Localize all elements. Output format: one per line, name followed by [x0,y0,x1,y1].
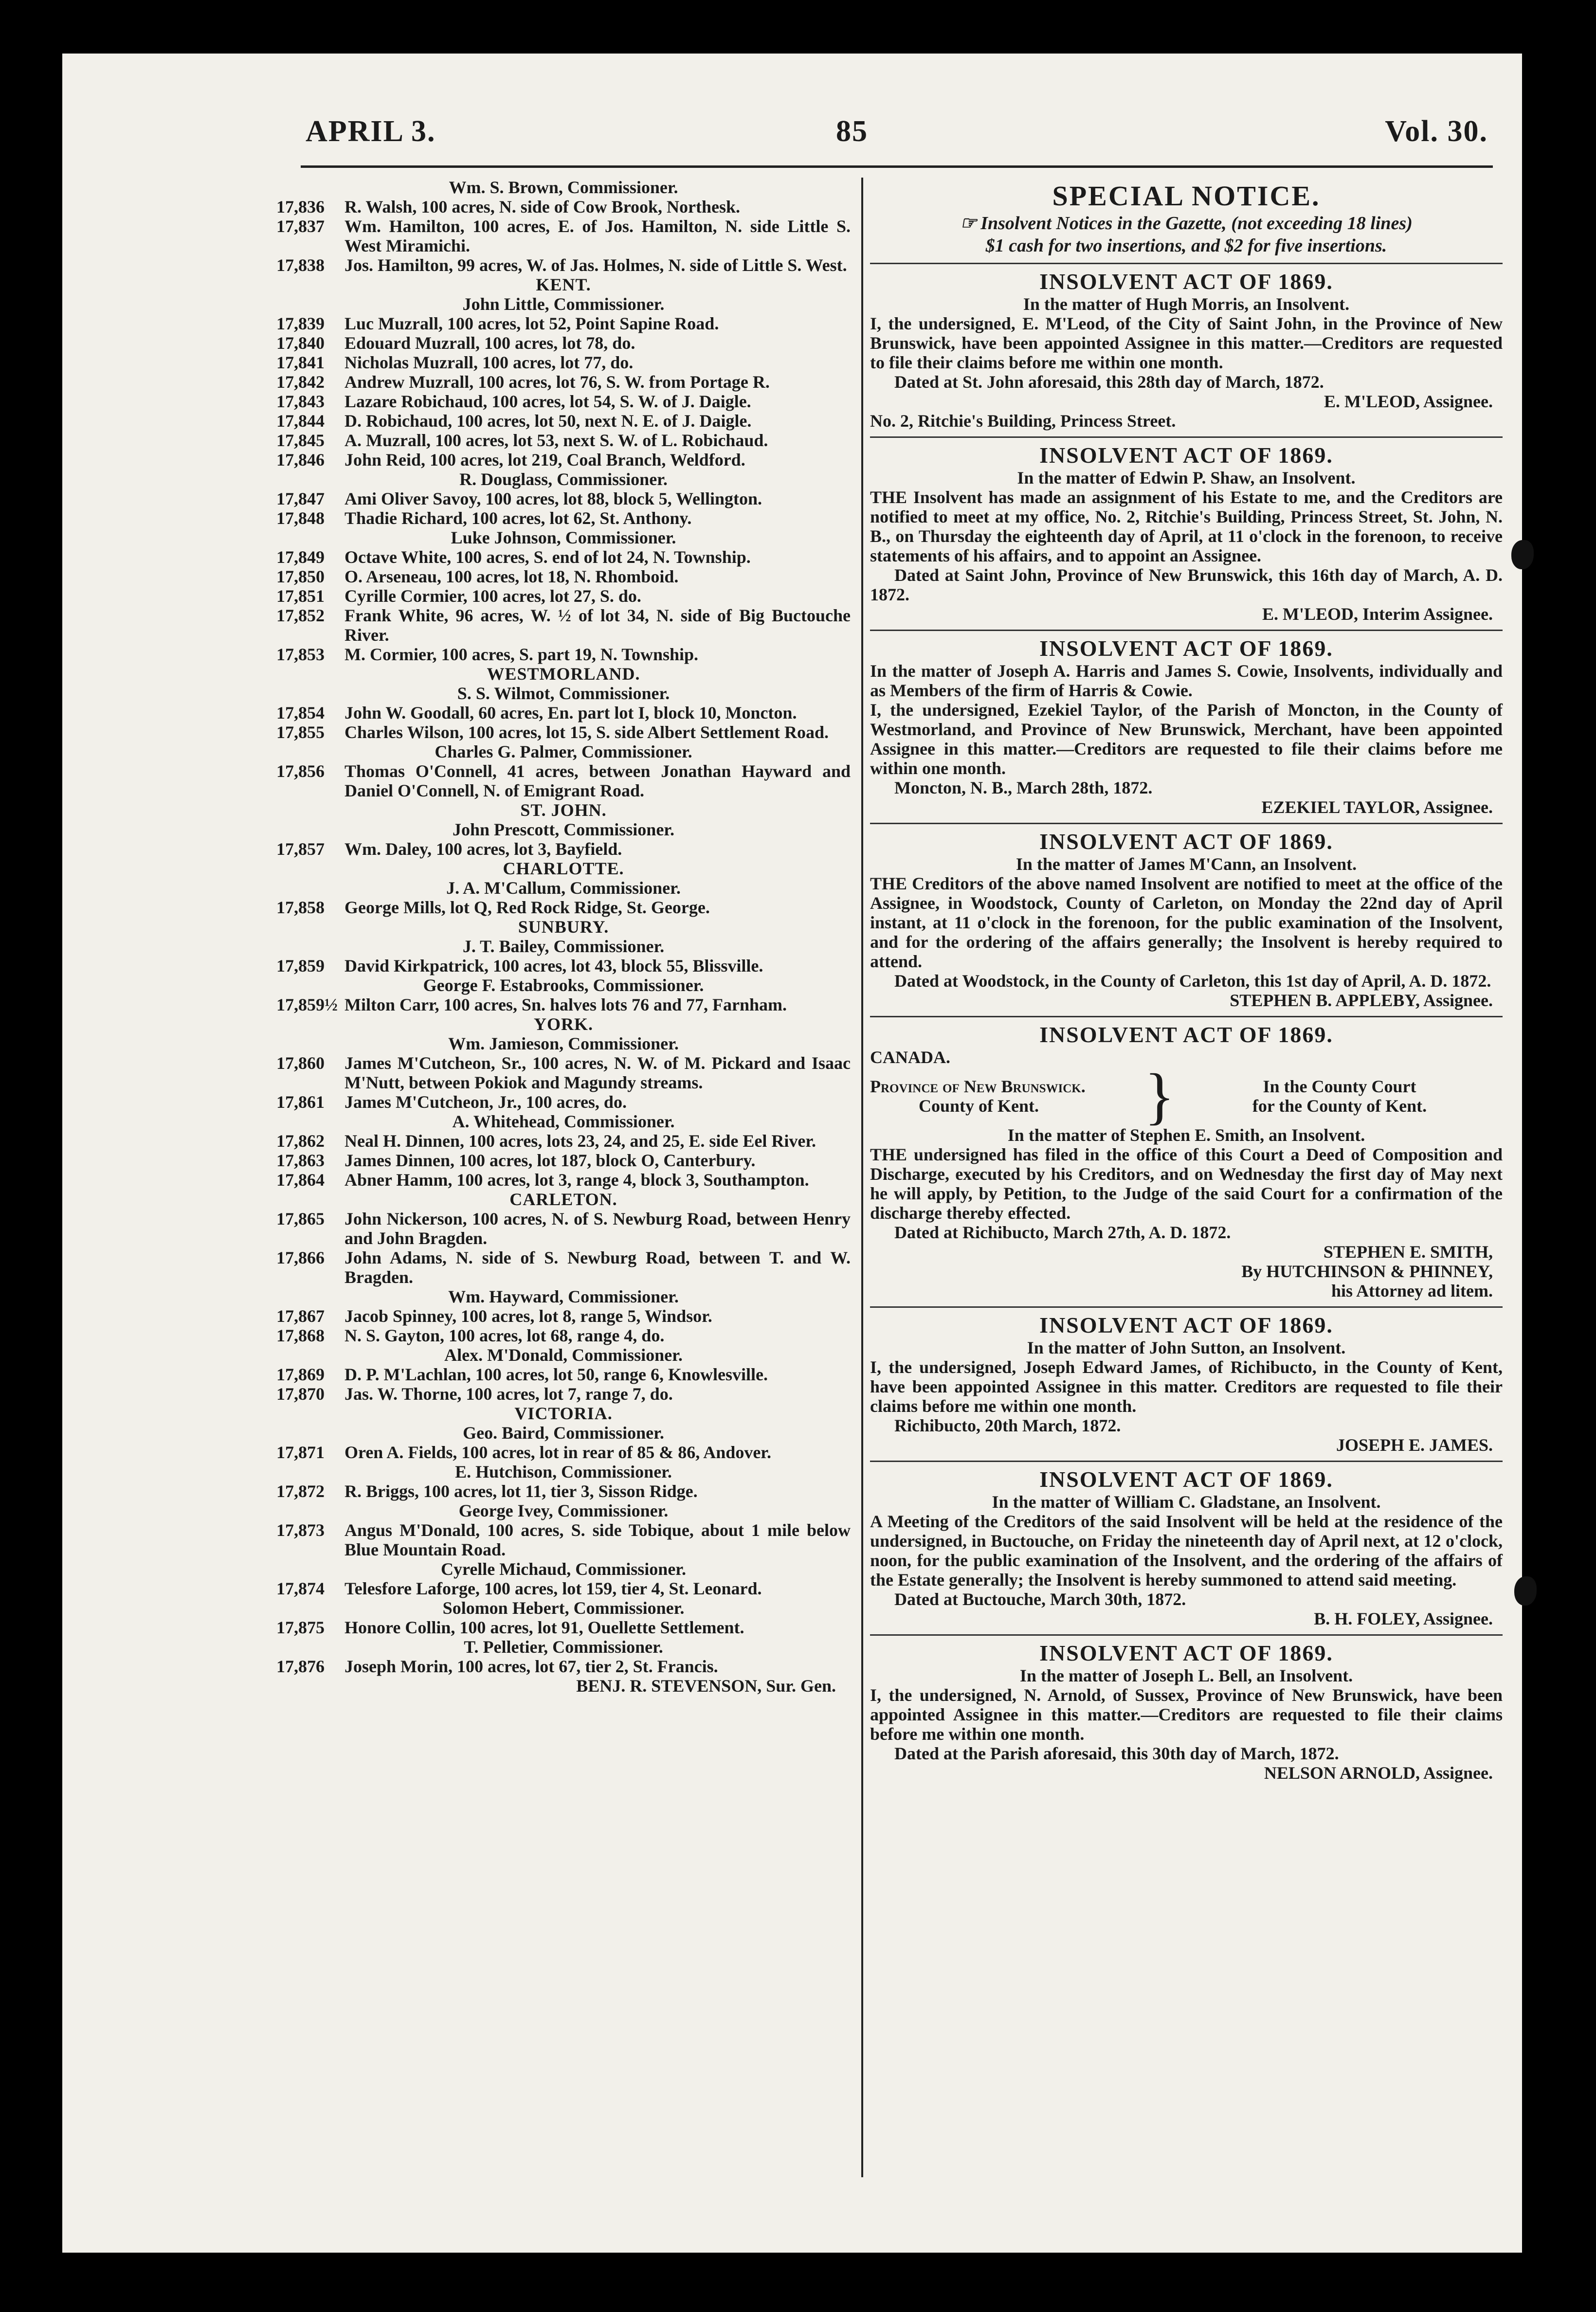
grant-entry [276,547,851,567]
grant-entry [276,1131,851,1151]
grant-number: 17,854 [276,703,325,722]
notice-signature: NELSON ARNOLD, Assignee. [1264,1763,1493,1783]
notice-body: A Meeting of the Creditors of the said Insolvent will be held at the residence of the undersigned, in Buctouche, on Friday the nineteenth day of April next, at 12 o'clock, noon, for the public examination of the Insolvent, and the ordering of the affairs of the Estate generally; the Insolvent is hereby summoned to attend said meeting. [870,1512,1503,1590]
notice-rule [870,1016,1503,1017]
grant-number: 17,870 [276,1384,325,1404]
grant-text: Wm. Hamilton, 100 acres, E. of Jos. Hamilton, N. side Little S. West Miramichi. [345,217,851,255]
matter-line: In the matter of Edwin P. Shaw, an Insolvent. [1017,468,1356,488]
grant-entry [276,508,851,528]
grant-text: John Reid, 100 acres, lot 219, Coal Branch, Weldford. [345,450,745,470]
court-county: County of Kent. [919,1096,1039,1116]
notice-signature: STEPHEN E. SMITH, [1323,1242,1493,1262]
ink-blot [1514,1576,1537,1606]
notice-date: Dated at Saint John, Province of New Brunswick, this 16th day of March, A. D. 1872. [870,565,1503,604]
grant-entry [276,1306,851,1326]
grant-text: George Mills, lot Q, Red Rock Ridge, St. George. [345,898,710,917]
grant-entry [276,197,851,217]
grant-text: Andrew Muzrall, 100 acres, lot 76, S. W. from Portage R. [345,372,770,392]
grant-text: Octave White, 100 acres, S. end of lot 24, N. Township. [345,547,751,567]
grant-entry [276,1365,851,1384]
grant-number: 17,840 [276,333,325,353]
volume-number: Vol. 30. [1385,115,1488,148]
notice-body: THE undersigned has filed in the office of this Court a Deed of Composition and Discharge, executed by his Creditors, and on Wednesday the first day of May next he will apply, by Petition, to the Judge of the said Court for a confirmation of the discharge thereby effected. [870,1145,1503,1223]
grant-number: 17,860 [276,1053,325,1073]
matter-line: In the matter of William C. Gladstane, an Insolvent. [992,1492,1381,1512]
grant-number: 17,842 [276,372,325,392]
notice-date: Dated at Buctouche, March 30th, 1872. [894,1590,1186,1609]
commissioner-line: R. Douglass, Commissioner. [459,470,668,489]
grant-text: A. Muzrall, 100 acres, lot 53, next S. W. of L. Robichaud. [345,431,768,450]
grant-text: Abner Hamm, 100 acres, lot 3, range 4, block 3, Southampton. [345,1170,809,1190]
notice-date: Dated at the Parish aforesaid, this 30th day of March, 1872. [894,1744,1339,1763]
grant-number: 17,847 [276,489,325,508]
notice-signature: STEPHEN B. APPLEBY, Assignee. [1230,991,1493,1010]
grant-text: Cyrille Cormier, 100 acres, lot 27, S. do. [345,586,641,606]
grant-text: Frank White, 96 acres, W. ½ of lot 34, N. side of Big Buctouche River. [345,606,851,645]
court-caption [870,1061,1503,1131]
special-notice-text: Insolvent Notices in the Gazette, (not exceeding 18 lines) [980,213,1413,234]
land-grants-column [276,178,851,1696]
notice-title: INSOLVENT ACT OF 1869. [1039,269,1333,294]
grant-number: 17,843 [276,392,325,411]
grant-entry [276,431,851,450]
grant-number: 17,859 [276,956,325,975]
court-province: Province of New Brunswick. [870,1077,1086,1096]
insolvent-notice [870,1467,1503,1628]
grant-entry [276,722,851,742]
grant-text: Jas. W. Thorne, 100 acres, lot 7, range 7, do. [345,1384,673,1404]
county-heading: WESTMORLAND. [487,664,640,684]
grant-text: Charles Wilson, 100 acres, lot 15, S. side Albert Settlement Road. [345,722,829,742]
commissioner-line: George F. Estabrooks, Commissioner. [423,975,704,995]
notice-signature: his Attorney ad litem. [1331,1281,1493,1300]
grant-number: 17,837 [276,217,325,236]
notice-signature: By HUTCHINSON & PHINNEY, [1241,1262,1493,1281]
grant-number: 17,863 [276,1151,325,1170]
grant-text: Lazare Robichaud, 100 acres, lot 54, S. W. of J. Daigle. [345,392,751,411]
grant-number: 17,876 [276,1657,325,1676]
notice-title: INSOLVENT ACT OF 1869. [1039,1467,1333,1492]
grant-entry [276,1579,851,1598]
grant-entry [276,606,851,645]
issue-date: APRIL 3. [306,115,436,148]
notice-signature: JOSEPH E. JAMES. [1336,1435,1493,1455]
matter-line: In the matter of James M'Cann, an Insolvent. [1016,854,1357,874]
notice-signature: E. M'LEOD, Assignee. [1324,392,1493,411]
commissioner-line: J. A. M'Callum, Commissioner. [446,878,681,898]
notice-title: INSOLVENT ACT OF 1869. [1039,1022,1333,1047]
matter-line: In the matter of Stephen E. Smith, an Insolvent. [1007,1125,1365,1145]
grant-number: 17,861 [276,1092,325,1112]
grant-text: Luc Muzrall, 100 acres, lot 52, Point Sapine Road. [345,314,719,333]
grant-text: Edouard Muzrall, 100 acres, lot 78, do. [345,333,635,353]
insolvent-notice [870,829,1503,1010]
notice-body: I, the undersigned, Ezekiel Taylor, of the Parish of Moncton, in the County of Westmorland, and Province of New Brunswick, Merchant, have been appointed Assignee in this matter.—Creditors are requested to file their claims before me within one month. [870,700,1503,778]
matter-line: In the matter of John Sutton, an Insolvent. [1027,1338,1346,1357]
insolvent-notice [870,1641,1503,1783]
notice-title: INSOLVENT ACT OF 1869. [1039,1641,1333,1665]
grant-entry [276,450,851,470]
notice-body: THE Creditors of the above named Insolvent are notified to meet at the office of the Assignee, in Woodstock, County of Carleton, on Monday the 22nd day of April instant, at 11 o'clock in the forenoon, for the public examination of the Insolvent, and for the ordering of the affairs generally; the Insolvent is hereby required to attend. [870,874,1503,971]
court-name [1177,1077,1503,1116]
grant-text: James M'Cutcheon, Sr., 100 acres, N. W. of M. Pickard and Isaac M'Nutt, between Pokiok and Magundy streams. [345,1053,851,1092]
grant-number: 17,849 [276,547,325,567]
grant-text: Jacob Spinney, 100 acres, lot 8, range 5, Windsor. [345,1306,712,1326]
grant-number: 17,841 [276,353,325,372]
grant-entry [276,1384,851,1404]
county-heading: YORK. [534,1014,593,1034]
grant-number: 17,838 [276,255,325,275]
grant-text: Nicholas Muzrall, 100 acres, lot 77, do. [345,353,634,372]
notice-title: INSOLVENT ACT OF 1869. [1039,829,1333,854]
grant-entry [276,1053,851,1092]
matter-line: In the matter of Joseph L. Bell, an Insolvent. [1019,1666,1353,1685]
commissioner-line: John Little, Commissioner. [462,294,665,314]
grant-number: 17,839 [276,314,325,333]
notice-signature: B. H. FOLEY, Assignee. [1314,1609,1493,1628]
grant-text: James Dinnen, 100 acres, lot 187, block O, Canterbury. [345,1151,756,1170]
gazette-page [62,54,1522,2253]
notice-rule [870,436,1503,438]
notice-rule [870,1461,1503,1462]
grant-entry [276,1209,851,1248]
grant-number: 17,836 [276,197,325,217]
grant-entry [276,217,851,255]
grant-entry [276,392,851,411]
notice-date: Dated at Richibucto, March 27th, A. D. 1872. [894,1223,1231,1242]
notice-body: I, the undersigned, E. M'Leod, of the City of Saint John, in the Province of New Brunswick, have been appointed Assignee in this matter.—Creditors are requested to file their claims before me within one month. [870,314,1503,372]
grant-entry [276,353,851,372]
grant-text: Joseph Morin, 100 acres, lot 67, tier 2, St. Francis. [345,1657,718,1676]
county-heading: CHARLOTTE. [503,859,624,878]
grant-text: Milton Carr, 100 acres, Sn. halves lots 76 and 77, Farnham. [345,995,787,1014]
grant-text: John W. Goodall, 60 acres, En. part lot I, block 10, Moncton. [345,703,797,722]
grant-number: 17,845 [276,431,325,450]
grant-number: 17,871 [276,1443,325,1462]
county-heading: CARLETON. [509,1190,617,1209]
commissioner-line: Cyrelle Michaud, Commissioner. [441,1559,686,1579]
grant-number: 17,873 [276,1520,325,1540]
court-canada: CANADA. [870,1048,950,1067]
notices-column [870,175,1503,1783]
notice-body: In the matter of Joseph A. Harris and James S. Cowie, Insolvents, individually and as Members of the firm of Harris & Cowie. [870,661,1503,700]
notice-body: I, the undersigned, Joseph Edward James, of Richibucto, in the County of Kent, have been appointed Assignee in this matter. Creditors are requested to file their claims before me within one month. [870,1357,1503,1416]
grant-entry [276,1151,851,1170]
grant-entry [276,333,851,353]
commissioner-line: A. Whitehead, Commissioner. [452,1112,675,1131]
court-jurisdiction [870,1077,1143,1116]
grant-entry [276,489,851,508]
commissioner-line: Luke Johnson, Commissioner. [451,528,676,547]
grant-number: 17,857 [276,839,325,859]
grant-text: R. Walsh, 100 acres, N. side of Cow Brook, Northesk. [345,197,741,217]
grant-number: 17,859½ [276,995,338,1014]
page-header [306,114,1488,163]
grant-entry [276,898,851,917]
county-heading: SUNBURY. [518,917,609,937]
grant-number: 17,868 [276,1326,325,1345]
notice-rule [870,630,1503,631]
notice-body: THE Insolvent has made an assignment of his Estate to me, and the Creditors are notified to meet at my office, No. 2, Ritchie's Building, Princess Street, St. John, N. B., on Thursday the eighteenth day of April, at 11 o'clock in the forenoon, to receive statements of his affairs, and to appoint an Assignee. [870,488,1503,565]
grant-text: Thomas O'Connell, 41 acres, between Jonathan Hayward and Daniel O'Connell, N. of Emigrant Road. [345,761,851,800]
insolvent-notice [870,1022,1503,1300]
grant-number: 17,869 [276,1365,325,1384]
grant-text: D. Robichaud, 100 acres, lot 50, next N. E. of J. Daigle. [345,411,752,431]
grant-entry [276,1170,851,1190]
notice-title: INSOLVENT ACT OF 1869. [1039,1313,1333,1337]
grant-number: 17,853 [276,645,325,664]
notice-title: INSOLVENT ACT OF 1869. [1039,443,1333,468]
notice-date: Moncton, N. B., March 28th, 1872. [894,778,1153,797]
grant-text: N. S. Gayton, 100 acres, lot 68, range 4, do. [345,1326,665,1345]
grant-number: 17,858 [276,898,325,917]
county-heading: VICTORIA. [514,1404,613,1423]
commissioner-line: Charles G. Palmer, Commissioner. [435,742,692,761]
commissioner-line: Geo. Baird, Commissioner. [463,1423,664,1443]
notice-signature: E. M'LEOD, Interim Assignee. [1262,604,1493,624]
grant-text: R. Briggs, 100 acres, lot 11, tier 3, Sisson Ridge. [345,1481,698,1501]
insolvent-notice [870,636,1503,817]
commissioner-line: S. S. Wilmot, Commissioner. [457,684,670,703]
court-line: In the County Court [1263,1077,1416,1096]
grant-entry [276,314,851,333]
grant-entry [276,1481,851,1501]
insolvent-notice [870,443,1503,624]
grant-text: Wm. Daley, 100 acres, lot 3, Bayfield. [345,839,622,859]
notice-address: No. 2, Ritchie's Building, Princess Street. [870,411,1176,431]
commissioner-line: Wm. S. Brown, Commissioner. [449,178,678,197]
grant-entry [276,839,851,859]
grant-number: 17,864 [276,1170,325,1190]
grant-number: 17,846 [276,450,325,470]
grant-number: 17,875 [276,1618,325,1637]
grant-text: Ami Oliver Savoy, 100 acres, lot 88, block 5, Wellington. [345,489,762,508]
notice-rule [870,263,1503,264]
grant-text: David Kirkpatrick, 100 acres, lot 43, block 55, Blissville. [345,956,763,975]
grant-entry [276,995,851,1014]
commissioner-line: E. Hutchison, Commissioner. [455,1462,672,1481]
grant-number: 17,855 [276,722,325,742]
grant-entry [276,1092,851,1112]
grant-entry [276,703,851,722]
grant-entry [276,1657,851,1676]
special-notice-line [870,212,1503,235]
grant-entry [276,411,851,431]
grant-text: John Nickerson, 100 acres, N. of S. Newburg Road, between Henry and John Bragden. [345,1209,851,1248]
grant-number: 17,851 [276,586,325,606]
grant-number: 17,850 [276,567,325,586]
notice-body: I, the undersigned, N. Arnold, of Sussex, Province of New Brunswick, have been appointed Assignee in this matter.—Creditors are requested to file their claims before me within one month. [870,1685,1503,1744]
grant-number: 17,872 [276,1481,325,1501]
commissioner-line: George Ivey, Commissioner. [458,1501,669,1520]
grant-number: 17,867 [276,1306,325,1326]
insolvent-notice [870,1313,1503,1455]
grant-text: Angus M'Donald, 100 acres, S. side Tobique, about 1 mile below Blue Mountain Road. [345,1520,851,1559]
notice-rule [870,823,1503,824]
grant-text: Telesfore Laforge, 100 acres, lot 159, tier 4, St. Leonard. [345,1579,762,1598]
commissioner-line: Alex. M'Donald, Commissioner. [444,1345,683,1365]
commissioner-line: John Prescott, Commissioner. [453,820,674,839]
grant-text: Jos. Hamilton, 99 acres, W. of Jas. Holmes, N. side of Little S. West. [345,255,847,275]
grant-text: O. Arseneau, 100 acres, lot 18, N. Rhomboid. [345,567,679,586]
county-heading: ST. JOHN. [520,800,607,820]
grant-entry [276,1326,851,1345]
grant-entry [276,645,851,664]
grant-entry [276,1618,851,1637]
column-divider [861,178,863,2177]
grant-number: 17,844 [276,411,325,431]
grant-entry [276,1248,851,1287]
grant-entry [276,372,851,392]
grant-entry [276,567,851,586]
notice-signature: EZEKIEL TAYLOR, Assignee. [1261,797,1493,817]
notice-date: Dated at Woodstock, in the County of Carleton, this 1st day of April, A. D. 1872. [894,971,1491,991]
notice-rule [870,1306,1503,1308]
court-brace: } [1144,1061,1175,1131]
commissioner-line: J. T. Bailey, Commissioner. [462,937,665,956]
grant-text: Honore Collin, 100 acres, lot 91, Ouellette Settlement. [345,1618,744,1637]
notice-title: INSOLVENT ACT OF 1869. [1039,636,1333,661]
grant-number: 17,865 [276,1209,325,1228]
grant-text: Thadie Richard, 100 acres, lot 62, St. Anthony. [345,508,692,528]
grant-number: 17,852 [276,606,325,625]
grant-entry [276,255,851,275]
notice-date: Dated at St. John aforesaid, this 28th day of March, 1872. [894,372,1324,392]
ink-blot [1511,540,1534,569]
grant-number: 17,856 [276,761,325,781]
grant-number: 17,874 [276,1579,325,1598]
grant-text: D. P. M'Lachlan, 100 acres, lot 50, range 6, Knowlesville. [345,1365,768,1384]
county-heading: KENT. [536,275,591,294]
grant-text: Neal H. Dinnen, 100 acres, lots 23, 24, and 25, E. side Eel River. [345,1131,816,1151]
pointing-hand-icon: ☞ [960,213,977,234]
notice-rule [870,1634,1503,1636]
commissioner-line: Solomon Hebert, Commissioner. [442,1598,685,1618]
header-rule [301,165,1493,168]
grant-entry [276,761,851,800]
grant-text: James M'Cutcheon, Jr., 100 acres, do. [345,1092,627,1112]
special-notice-title: SPECIAL NOTICE. [1052,180,1321,212]
grant-number: 17,862 [276,1131,325,1151]
grant-text: John Adams, N. side of S. Newburg Road, between T. and W. Bragden. [345,1248,851,1287]
grant-entry [276,586,851,606]
insolvent-notice [870,269,1503,431]
notice-date: Richibucto, 20th March, 1872. [894,1416,1121,1435]
grant-number: 17,866 [276,1248,325,1267]
grant-entry [276,956,851,975]
surveyor-signature: BENJ. R. STEVENSON, Sur. Gen. [576,1676,836,1696]
grant-text: M. Cormier, 100 acres, S. part 19, N. Township. [345,645,699,664]
special-notice-rates: $1 cash for two insertions, and $2 for five insertions. [985,235,1387,256]
commissioner-line: Wm. Hayward, Commissioner. [448,1287,679,1306]
matter-line: In the matter of Hugh Morris, an Insolvent. [1023,294,1350,314]
commissioner-line: T. Pelletier, Commissioner. [464,1637,663,1657]
commissioner-line: Wm. Jamieson, Commissioner. [448,1034,679,1053]
grant-number: 17,848 [276,508,325,528]
grant-entry [276,1443,851,1462]
grant-text: Oren A. Fields, 100 acres, lot in rear of 85 & 86, Andover. [345,1443,771,1462]
grant-entry [276,1520,851,1559]
court-line: for the County of Kent. [1252,1096,1427,1116]
page-number: 85 [836,115,868,148]
